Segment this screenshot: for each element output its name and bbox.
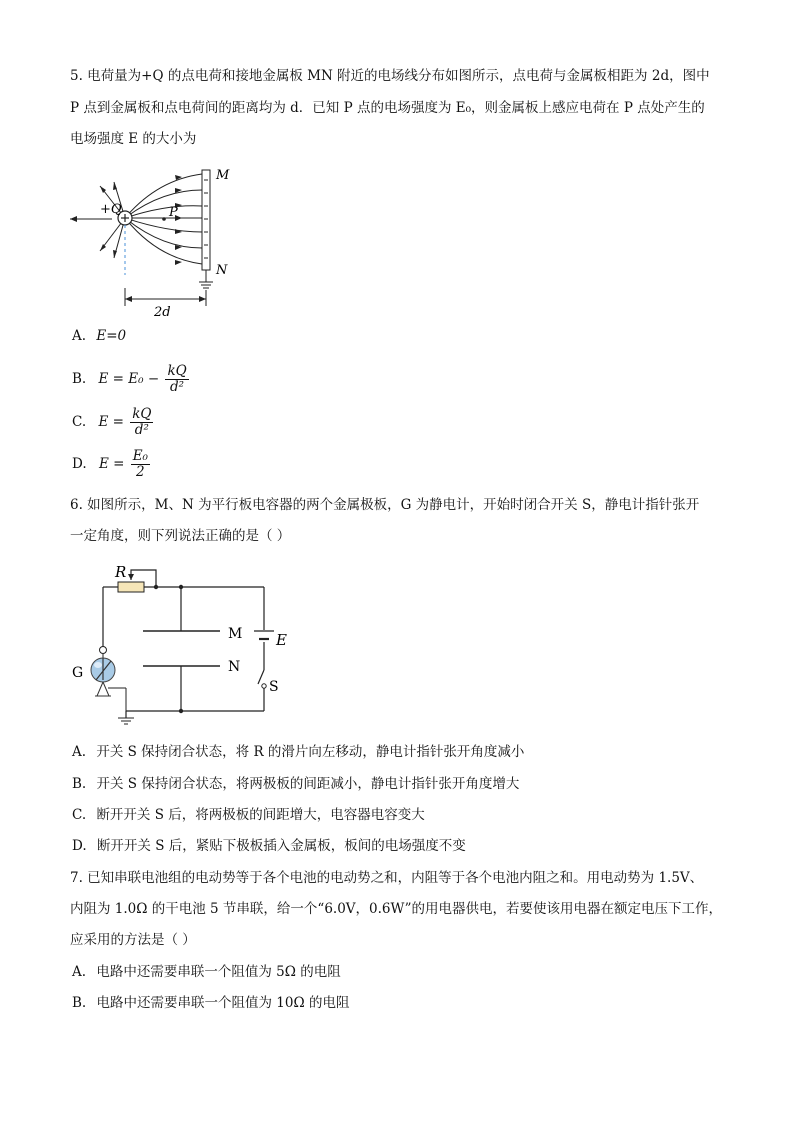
q6-resistor [118, 582, 144, 592]
q7-option-a-letter: A. [72, 964, 87, 980]
q6-option-b [72, 774, 519, 794]
q5-option-c [72, 407, 153, 438]
q7-option-a-text: 电路中还需要串联一个阻值为 5Ω 的电阻 [96, 964, 341, 980]
q6-switch-contact [262, 684, 266, 688]
q6-electrometer-knob [100, 647, 107, 654]
q6-option-d [72, 836, 466, 856]
q6-option-a [72, 742, 524, 762]
q6-n-label: N [228, 659, 241, 675]
q5-n-label: N [216, 263, 228, 278]
q5-line-2: P 点到金属板和点电荷间的距离均为 d．已知 P 点的电场强度为 E₀，则金属板上感应电荷在 P 点处产生的 [70, 100, 705, 116]
q6-line-1: 6. 如图所示，M、N 为平行板电容器的两个金属极板，G 为静电计，开始时闭合开关 S，静电计指针张开 [70, 497, 700, 513]
q7-option-b [72, 993, 349, 1013]
q7-option-b-letter: B. [72, 995, 87, 1011]
q5-line-1: 5. 电荷量为+Q 的点电荷和接地金属板 MN 附近的电场线分布如图所示，点电荷与金属板相距为 2d，图中 [70, 68, 710, 84]
q7-line-2: 内阻为 1.0Ω 的干电池 5 节串联，给一个“6.0V，0.6W”的用电器供电，若要使该用电器在额定电压下工作， [70, 901, 723, 917]
q6-option-a-letter: A. [72, 744, 87, 760]
q6-s-label: S [269, 679, 279, 695]
q5-line-3: 电场强度 E 的大小为 [70, 131, 197, 147]
q5-option-d [72, 449, 150, 480]
q5-ground-symbol [199, 282, 213, 288]
q6-g-label: G [72, 665, 84, 681]
q5-option-d-num: E₀ [132, 448, 148, 464]
q7-line-1: 7. 已知串联电池组的电动势等于各个电池的电动势之和，内阻等于各个电池内阻之和。用电动势为 1.5V、 [70, 870, 704, 886]
q5-option-d-lhs: E = [98, 456, 125, 472]
q5-charge-label: +Q [100, 202, 122, 217]
q5-option-c-fraction [130, 407, 153, 438]
q6-option-c-text: 断开开关 S 后，将两极板的间距增大，电容器电容变大 [96, 807, 425, 823]
q6-ground-symbol [118, 718, 134, 724]
q5-m-label: M [216, 168, 230, 183]
q5-option-b-lhs: E = E₀ − [98, 371, 160, 387]
q5-option-b [72, 364, 189, 395]
q6-option-c-letter: C. [72, 807, 87, 823]
q6-switch-blade [258, 670, 264, 684]
q5-field-arrows [100, 175, 182, 265]
q7-line-3: 应采用的方法是（ ） [70, 932, 196, 948]
q7-option-a [72, 962, 341, 982]
q6-option-b-text: 开关 S 保持闭合状态，将两极板的间距减小，静电计指针张开角度增大 [96, 776, 520, 792]
q6-option-b-letter: B. [72, 776, 87, 792]
q5-option-a-text: E=0 [96, 328, 127, 344]
q6-circuit-figure [68, 558, 308, 728]
q5-arrow-left [70, 216, 77, 222]
q5-option-b-letter: B. [72, 371, 87, 387]
q5-metal-plate [202, 170, 210, 270]
q6-option-d-letter: D. [72, 838, 87, 854]
q5-option-b-num: kQ [167, 363, 187, 379]
q5-option-a-letter: A. [72, 328, 87, 344]
q6-e-label: E [276, 631, 287, 649]
q6-m-label: M [228, 626, 243, 642]
q6-option-d-text: 断开开关 S 后，紧贴下极板插入金属板，板间的电场强度不变 [96, 838, 466, 854]
q6-line-2: 一定角度，则下列说法正确的是（ ） [70, 528, 291, 544]
q5-option-c-num: kQ [132, 406, 152, 422]
q5-option-a [72, 326, 126, 346]
q7-option-b-text: 电路中还需要串联一个阻值为 10Ω 的电阻 [96, 995, 350, 1011]
q5-field-figure [62, 160, 242, 325]
q5-option-c-den: d² [134, 422, 149, 438]
q5-option-d-den: 2 [136, 464, 145, 480]
q6-electrometer-stand [95, 682, 111, 696]
q5-option-d-fraction [131, 449, 150, 480]
q6-junction-dots [154, 585, 183, 713]
q6-option-c [72, 805, 425, 825]
q5-p-label: P [169, 205, 178, 220]
q5-option-b-den: d² [170, 379, 185, 395]
q5-2d-label: 2d [154, 305, 171, 320]
q5-point-p [162, 217, 166, 221]
q6-r-label: R [115, 563, 127, 581]
q5-option-b-fraction [165, 364, 188, 395]
q5-option-d-letter: D. [72, 456, 87, 472]
q5-option-c-lhs: E = [98, 414, 124, 430]
q6-slider-arrow [128, 574, 134, 580]
q5-option-c-letter: C. [72, 414, 87, 430]
q6-option-a-text: 开关 S 保持闭合状态，将 R 的滑片向左移动，静电计指针张开角度减小 [96, 744, 525, 760]
